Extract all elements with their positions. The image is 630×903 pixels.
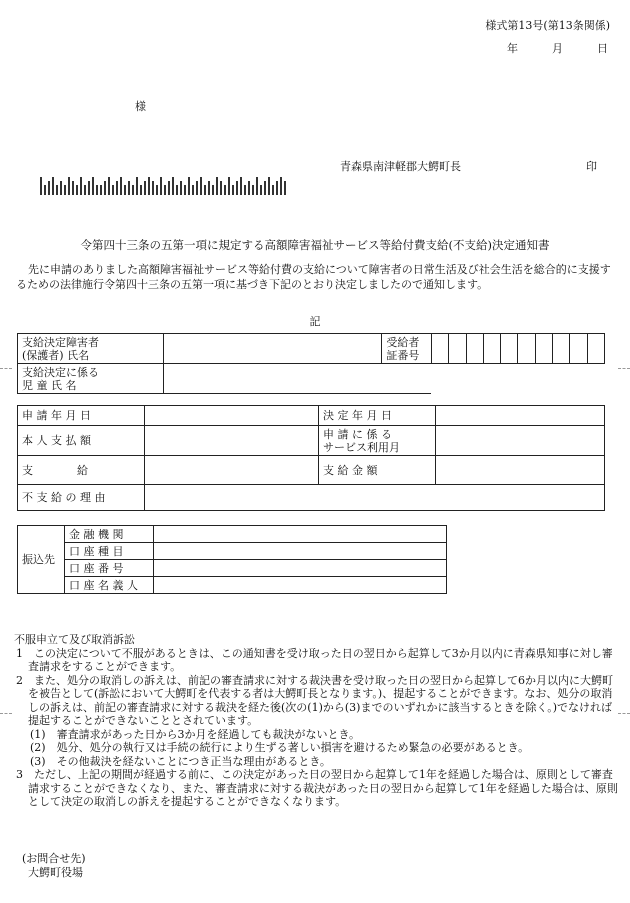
issuer-name: 青森県南津軽郡大鰐町長 — [340, 160, 461, 173]
objection-section — [14, 633, 620, 809]
child-name-cell — [164, 364, 432, 394]
barcode-bar — [208, 181, 210, 195]
recipient-name-cell — [164, 334, 382, 364]
account-holder-cell — [154, 577, 447, 594]
cert-digit-cell — [431, 334, 448, 364]
barcode-bar — [104, 181, 106, 195]
payment-label: 支 給 — [18, 456, 145, 485]
account-holder-label: 口 座 名 義 人 — [65, 577, 154, 594]
form-number: 様式第13号(第13条関係) — [485, 19, 610, 32]
barcode-bar — [120, 177, 122, 195]
barcode-bar — [124, 185, 126, 195]
barcode-bar — [148, 177, 150, 195]
self-payment-cell — [145, 426, 319, 456]
fold-mark-left-1 — [0, 368, 12, 369]
barcode-bar — [264, 181, 266, 195]
decision-date-label: 決 定 年 月 日 — [319, 406, 436, 426]
recipient-table — [17, 333, 605, 394]
bank-cell — [154, 526, 447, 543]
account-number-cell — [154, 560, 447, 577]
payment-amount-label: 支 給 金 額 — [319, 456, 436, 485]
account-number-label: 口 座 番 号 — [65, 560, 154, 577]
barcode-bar — [164, 185, 166, 195]
barcode-bar — [188, 177, 190, 195]
bank-label: 金 融 機 関 — [65, 526, 154, 543]
barcode-bar — [92, 177, 94, 195]
decision-date-cell — [436, 406, 605, 426]
barcode-bar — [232, 185, 234, 195]
month-label: 月 — [552, 42, 563, 55]
barcode-bar — [260, 185, 262, 195]
barcode-bar — [80, 177, 82, 195]
barcode-bar — [256, 177, 258, 195]
transfer-table — [17, 525, 447, 594]
transfer-label: 振込先 — [18, 526, 65, 594]
application-date-label: 申 請 年 月 日 — [18, 406, 145, 426]
account-type-cell — [154, 543, 447, 560]
barcode-bar — [240, 177, 242, 195]
barcode-bar — [52, 177, 54, 195]
barcode-bar — [192, 185, 194, 195]
barcode-bar — [88, 181, 90, 195]
barcode-bar — [172, 177, 174, 195]
barcode-bar — [112, 185, 114, 195]
barcode-bar — [272, 185, 274, 195]
customer-barcode — [40, 177, 288, 195]
barcode-bar — [128, 181, 130, 195]
barcode-bar — [132, 185, 134, 195]
cert-digit-cell — [449, 334, 466, 364]
barcode-bar — [144, 181, 146, 195]
barcode-bar — [216, 177, 218, 195]
objection-item-3: 3 ただし、上記の期間が経過する前に、この決定があった日の翌日から起算して1年を経過した場合は、原則として審査請求することができなくなり、また、審査請求に対する裁決があった日の翌日から起算して1年を経過した場合は、原則として決定の取消しの訴えを提起することができなくなります。 — [16, 768, 618, 808]
service-month-label: 申 請 に 係 る サービス利用月 — [319, 426, 436, 456]
barcode-bar — [252, 185, 254, 195]
day-label: 日 — [597, 42, 608, 55]
barcode-bar — [204, 185, 206, 195]
account-type-label: 口 座 種 目 — [65, 543, 154, 560]
addressee-honorific: 様 — [135, 100, 146, 113]
barcode-bar — [160, 177, 162, 195]
barcode-bar — [56, 185, 58, 195]
service-month-cell — [436, 426, 605, 456]
barcode-bar — [228, 177, 230, 195]
barcode-bar — [168, 181, 170, 195]
barcode-bar — [152, 181, 154, 195]
barcode-bar — [72, 181, 74, 195]
non-payment-reason-cell — [145, 485, 605, 511]
payment-amount-cell — [436, 456, 605, 485]
objection-sub-3: (3) その他裁決を経ないことにつき正当な理由があるとき。 — [30, 754, 331, 768]
barcode-bar — [136, 177, 138, 195]
contact-label: (お問合せ先) — [22, 852, 86, 865]
barcode-bar — [60, 181, 62, 195]
contact-block — [22, 852, 86, 880]
barcode-bar — [84, 185, 86, 195]
barcode-bar — [140, 185, 142, 195]
decision-table — [17, 405, 605, 511]
payment-cell — [145, 456, 319, 485]
barcode-bar — [236, 181, 238, 195]
barcode-bar — [180, 181, 182, 195]
barcode-bar — [176, 185, 178, 195]
cert-digit-cell — [535, 334, 552, 364]
barcode-bar — [184, 185, 186, 195]
barcode-bar — [284, 181, 286, 195]
year-label: 年 — [507, 42, 518, 55]
ki-heading: 記 — [309, 315, 321, 328]
barcode-bar — [40, 177, 42, 195]
non-payment-reason-label: 不 支 給 の 理 由 — [18, 485, 145, 511]
barcode-bar — [212, 185, 214, 195]
barcode-bar — [48, 181, 50, 195]
cert-digit-cell — [466, 334, 483, 364]
cert-digit-cell — [483, 334, 500, 364]
seal-mark: 印 — [586, 160, 597, 173]
intro-paragraph: 先に申請のありました高額障害福祉サービス等給付費の支給について障害者の日常生活及び社会生活を総合的に支援するための法律施行令第四十三条の五第一項に基づき下記のとおり決定しましたので通知します。 — [16, 263, 611, 291]
cert-digit-cell — [587, 334, 604, 364]
cert-digit-cell — [570, 334, 587, 364]
barcode-bar — [68, 177, 70, 195]
barcode-bar — [220, 181, 222, 195]
application-date-cell — [145, 406, 319, 426]
barcode-bar — [268, 177, 270, 195]
objection-heading: 不服申立て及び取消訴訟 — [14, 633, 135, 646]
barcode-bar — [44, 185, 46, 195]
contact-office: 大鰐町役場 — [28, 866, 83, 879]
barcode-bar — [200, 177, 202, 195]
objection-item-2: 2 また、処分の取消しの訴えは、前記の審査請求に対する裁決書を受け取った日の翌日から起算して6か月以内に大鰐町を被告として(訴訟において大鰐町を代表する者は大鰐町長となります。)、提起することができます。なお、処分の取消しの訴えは、前記の審査請求に対する裁決を経た後(次の(1)から(3)までのいずれかに該当するときを除く。)でなければ提起することができないこととされています。 — [16, 673, 613, 727]
barcode-bar — [196, 181, 198, 195]
barcode-bar — [76, 185, 78, 195]
barcode-bar — [224, 185, 226, 195]
self-payment-label: 本 人 支 払 額 — [18, 426, 145, 456]
fold-mark-left-2 — [0, 713, 12, 714]
barcode-bar — [100, 185, 102, 195]
barcode-bar — [96, 185, 98, 195]
fold-mark-right-1 — [618, 368, 630, 369]
barcode-bar — [280, 177, 282, 195]
objection-sub-2: (2) 処分、処分の執行又は手続の続行により生ずる著しい損害を避けるため緊急の必要があるとき。 — [30, 741, 530, 754]
barcode-bar — [276, 181, 278, 195]
child-label: 支給決定に係る 児 童 氏 名 — [18, 364, 164, 394]
objection-sub-1: (1) 審査請求があった日から3か月を経過しても裁決がないとき。 — [30, 727, 361, 741]
recipient-label: 支給決定障害者 (保護者) 氏名 — [18, 334, 164, 364]
barcode-bar — [248, 181, 250, 195]
barcode-bar — [64, 185, 66, 195]
objection-item-1: 1 この決定について不服があるときは、この通知書を受け取った日の翌日から起算して3か月以内に青森県知事に対し審査請求をすることができます。 — [16, 646, 613, 673]
barcode-bar — [156, 185, 158, 195]
document-title: 令第四十三条の五第一項に規定する高額障害福祉サービス等給付費支給(不支給)決定通知書 — [80, 238, 550, 252]
barcode-bar — [116, 181, 118, 195]
cert-digit-cell — [518, 334, 535, 364]
certificate-label: 受給者 証番号 — [382, 334, 432, 364]
cert-digit-cell — [501, 334, 518, 364]
barcode-bar — [244, 185, 246, 195]
barcode-bar — [108, 177, 110, 195]
cert-digit-cell — [553, 334, 570, 364]
